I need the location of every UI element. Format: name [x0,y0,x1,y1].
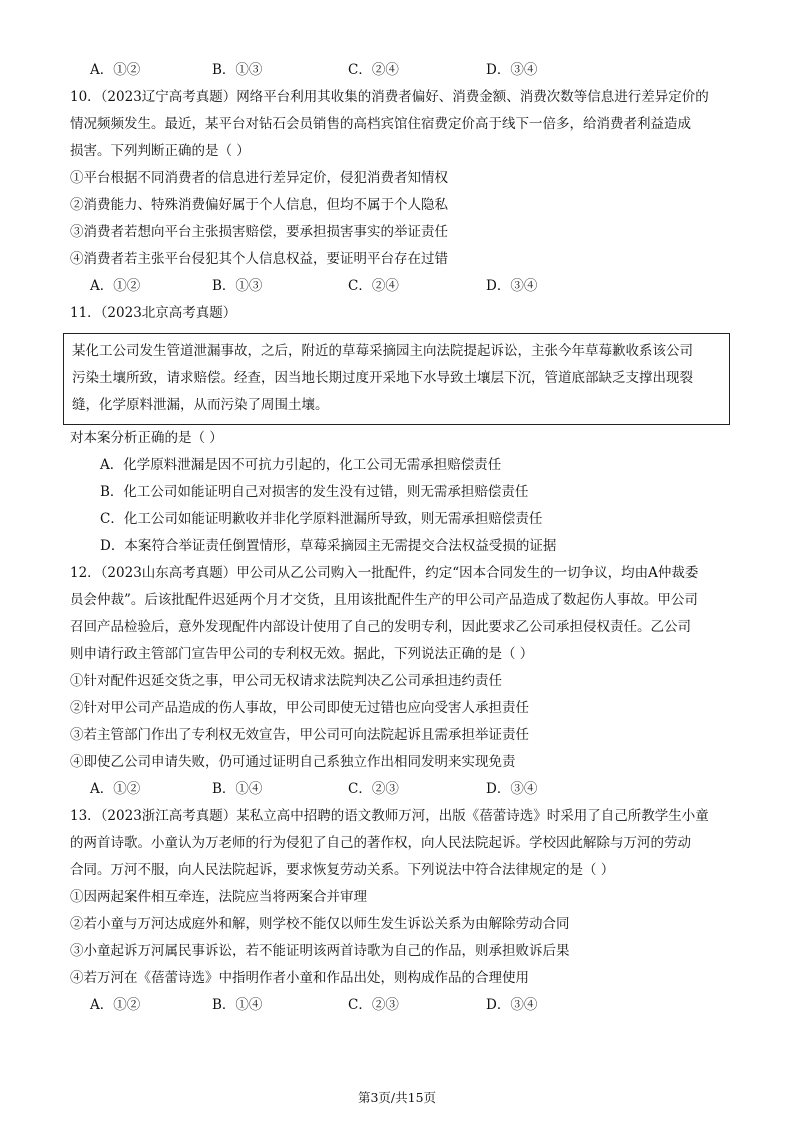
question-stem-line: 损害。下列判断正确的是（ ） [70,143,250,159]
option-d: D．③④ [486,62,538,78]
q10-options [90,276,650,296]
question-stem-line: 情况频频发生。最近，某平台对钻石会员销售的高档宾馆住宿费定价高于线下一倍多，给消费者利益造成 [70,116,691,132]
option-c: C．②④ [348,62,399,78]
statement: ③小童起诉万河属民事诉讼，若不能证明该两首诗歌为自己的作品，则承担败诉后果 [70,943,570,959]
option-b: B．①④ [212,781,263,797]
material-line: 污染土壤所致，请求赔偿。经查，因当地长期过度开采地下水导致土壤层下沉，管道底部缺乏支撑出现裂 [72,370,693,386]
option-c: C．②④ [348,278,399,294]
choice-d: D．本案符合举证责任倒置情形，草莓采摘园主无需提交合法权益受损的证据 [100,538,557,554]
q9-options [90,60,650,80]
statement: ④消费者若主张平台侵犯其个人信息权益，要证明平台存在过错 [70,251,448,267]
option-d: D．③④ [486,278,538,294]
option-b: B．①④ [212,997,263,1013]
choice-a: A．化学原料泄漏是因不可抗力引起的，化工公司无需承担赔偿责任 [100,457,502,473]
statement: ①针对配件迟延交货之事，甲公司无权请求法院判决乙公司承担违约责任 [70,673,502,689]
page-footer: 第3页/共15页 [357,1090,437,1105]
material-line: 缝，化学原料泄漏，从而污染了周围土壤。 [72,397,329,413]
question-stem-line: 合同。万河不服，向人民法院起诉，要求恢复劳动关系。下列说法中符合法律规定的是（ ） [70,862,615,878]
q13-options [90,995,650,1015]
statement: ①因两起案件相互牵连，法院应当将两案合并审理 [70,889,367,905]
question-prompt: 对本案分析正确的是（ ） [70,430,223,446]
option-a: A．①② [90,278,141,294]
option-b: B．①③ [212,62,263,78]
statement: ②消费能力、特殊消费偏好属于个人信息，但均不属于个人隐私 [70,197,448,213]
question-stem-line: 的两首诗歌。小童认为万老师的行为侵犯了自己的著作权，向人民法院起诉。学校因此解除与万河的劳动 [70,835,691,851]
statement: ②若小童与万河达成庭外和解，则学校不能仅以师生发生诉讼关系为由解除劳动合同 [70,916,570,932]
question-stem-line: 员会仲裁”。后该批配件迟延两个月才交货，且用该批配件生产的甲公司产品造成了数起伤人事故。甲公司 [70,592,698,608]
statement: ③消费者若想向平台主张损害赔偿，要承担损害事实的举证责任 [70,224,448,240]
question-stem-line: 召回产品检验后，意外发现配件内部设计使用了自己的发明专利，因此要求乙公司承担侵权责任。乙公司 [70,619,691,635]
question-header: 11．（2023北京高考真题） [70,305,237,321]
choice-b: B．化工公司如能证明自己对损害的发生没有过错，则无需承担赔偿责任 [100,484,529,500]
statement: ②针对甲公司产品造成的伤人事故，甲公司即使无过错也应向受害人承担责任 [70,700,529,716]
option-b: B．①③ [212,278,263,294]
question-stem-line: 12．（2023山东高考真题）甲公司从乙公司购入一批配件，约定“因本合同发生的一切争议，均由A仲裁委 [70,565,699,581]
material-box [63,333,730,425]
option-c: C．②③ [348,997,399,1013]
question-stem-line: 13．（2023浙江高考真题）某私立高中招聘的语文教师万河，出版《蓓蕾诗选》时采用了自己所教学生小童 [70,808,709,824]
question-stem-line: 10．（2023辽宁高考真题）网络平台利用其收集的消费者偏好、消费金额、消费次数等信息进行差异定价的 [70,89,709,105]
option-a: A．①② [90,781,141,797]
statement: ③若主管部门作出了专利权无效宣告，甲公司可向法院起诉且需承担举证责任 [70,727,529,743]
option-c: C．②③ [348,781,399,797]
option-a: A．①② [90,997,141,1013]
choice-c: C．化工公司如能证明歉收并非化学原料泄漏所导致，则无需承担赔偿责任 [100,511,543,527]
option-a: A．①② [90,62,141,78]
statement: ①平台根据不同消费者的信息进行差异定价，侵犯消费者知情权 [70,170,448,186]
statement: ④即使乙公司申请失败，仍可通过证明自己系独立作出相同发明来实现免责 [70,754,516,770]
question-stem-line: 则申请行政主管部门宣告甲公司的专利权无效。据此，下列说法正确的是（ ） [70,646,534,662]
material-line: 某化工公司发生管道泄漏事故，之后，附近的草莓采摘园主向法院提起诉讼，主张今年草莓歉收系该公司 [72,343,693,359]
statement: ④若万河在《蓓蕾诗选》中指明作者小童和作品出处，则构成作品的合理使用 [70,970,529,986]
option-d: D．③④ [486,997,538,1013]
option-d: D．③④ [486,781,538,797]
q12-options [90,779,650,799]
